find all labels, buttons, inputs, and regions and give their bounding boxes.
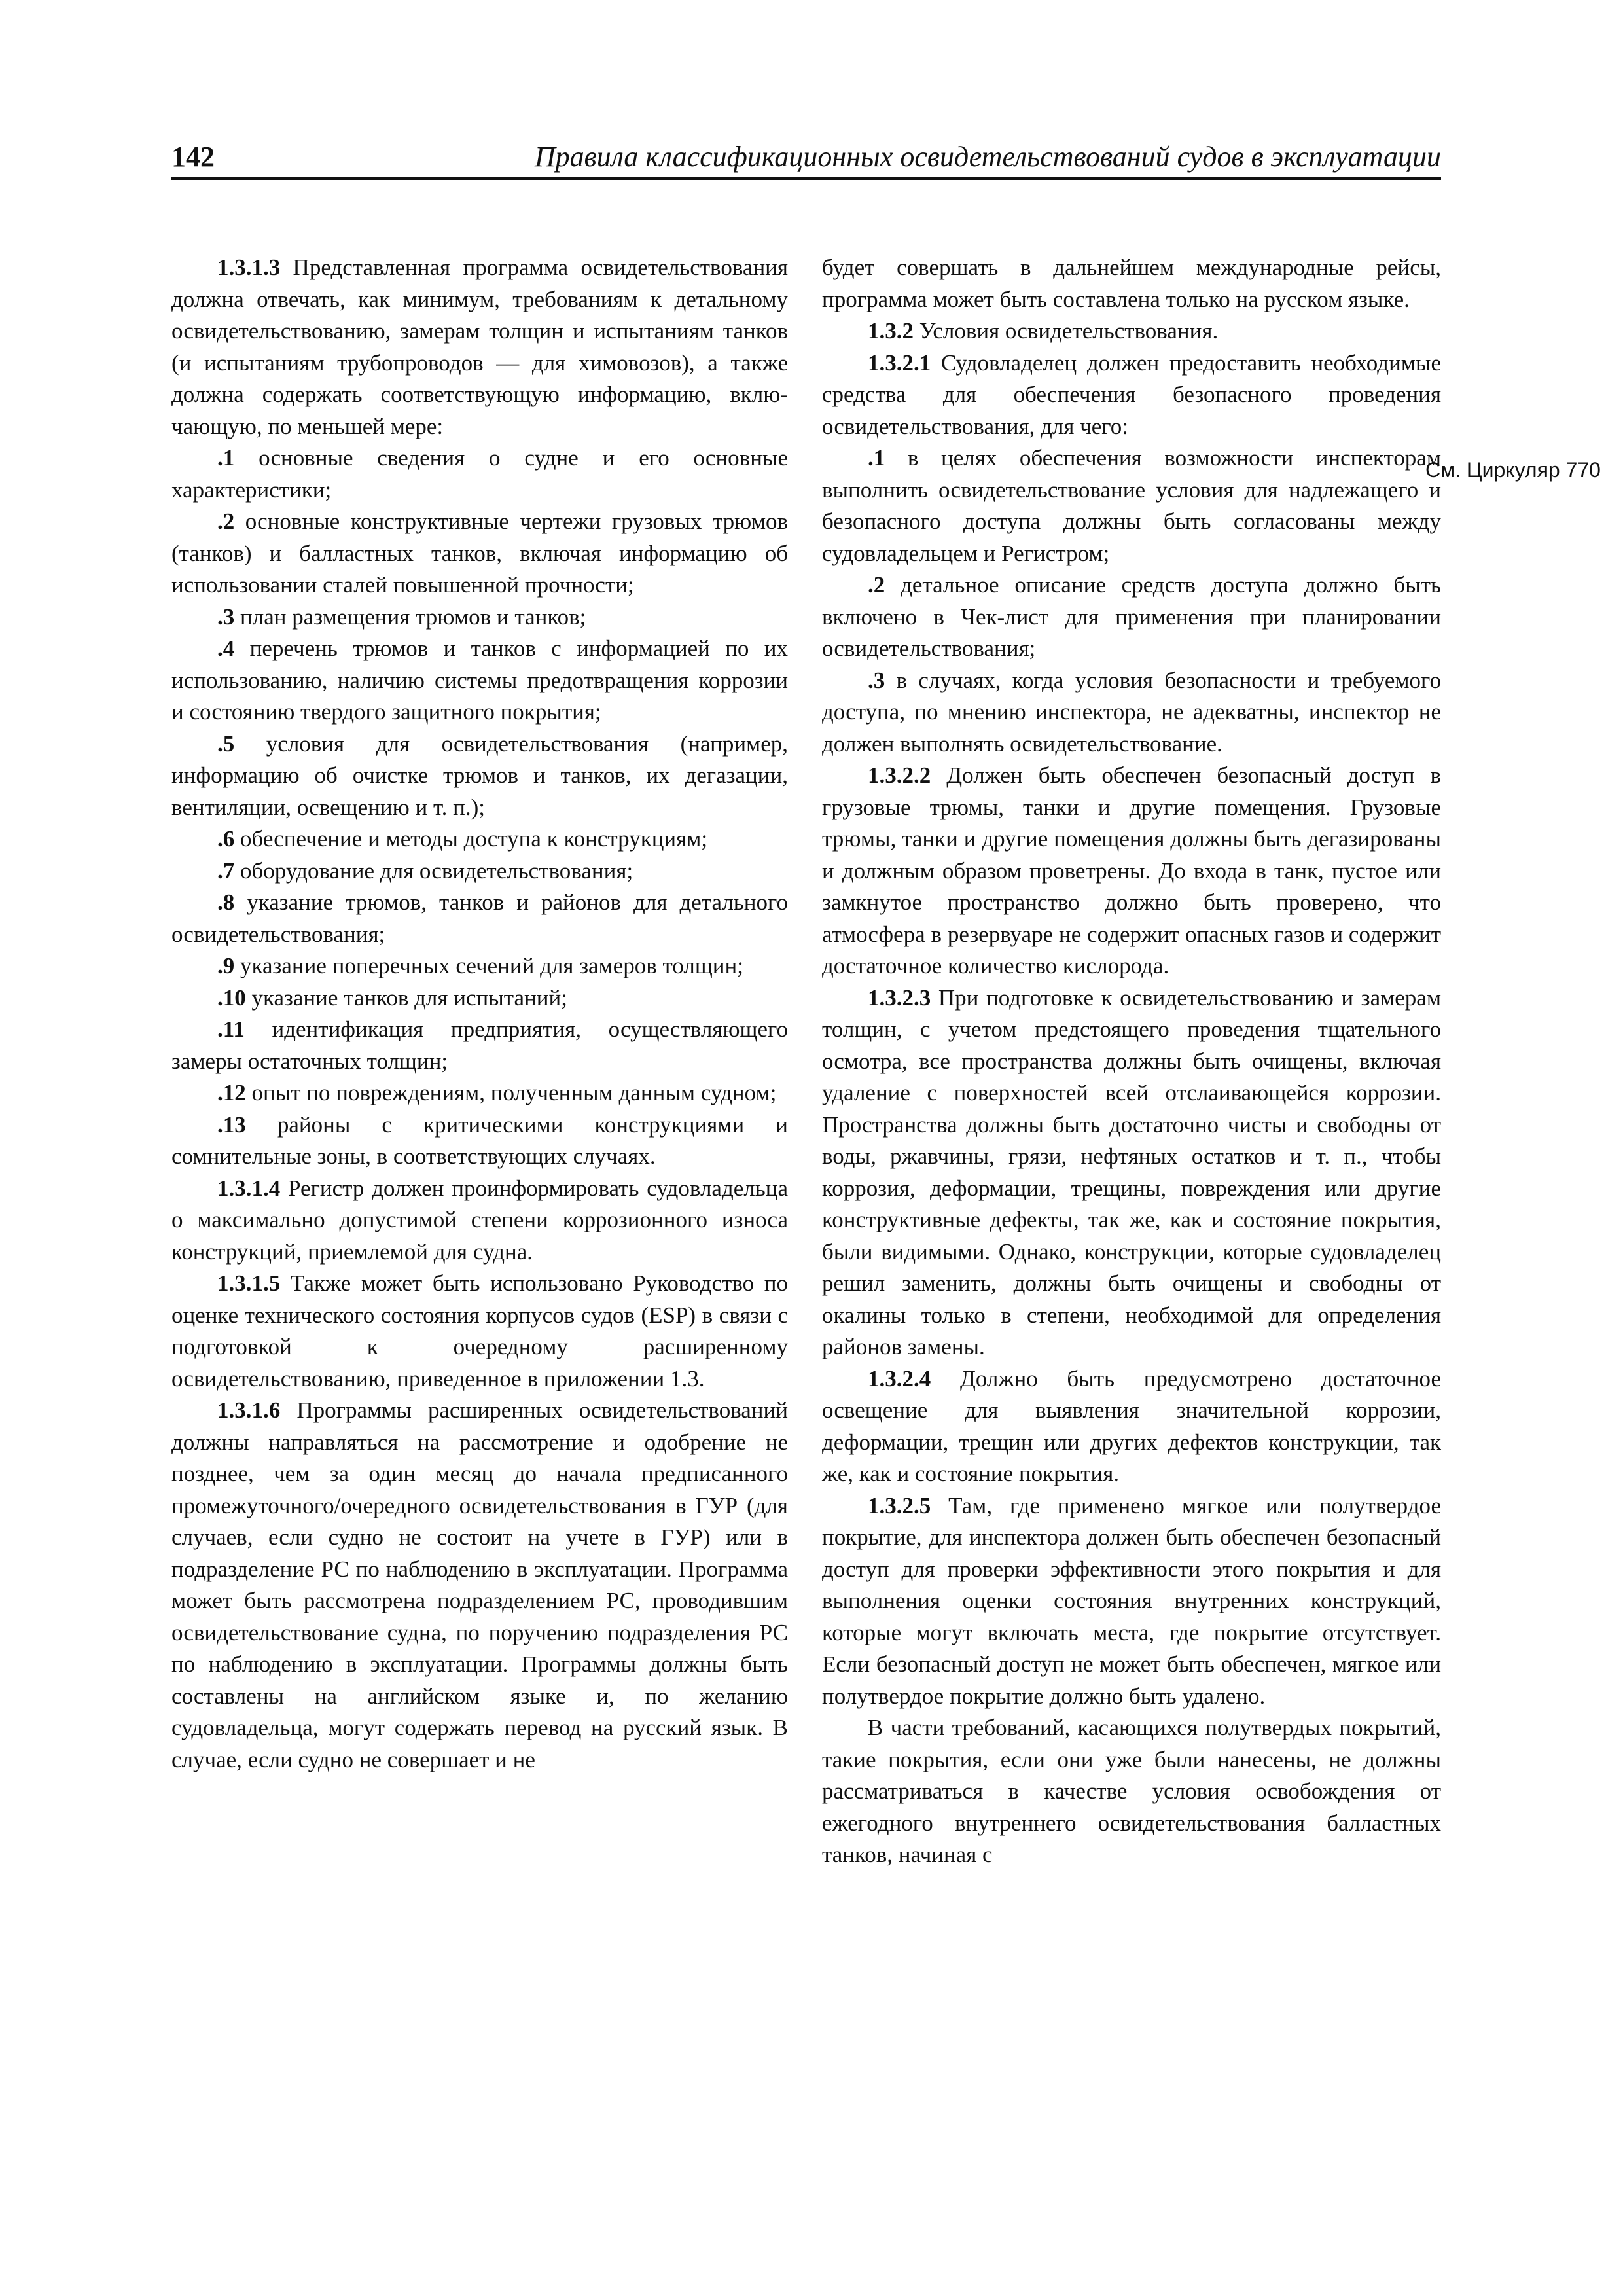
clause-number: 1.3.2.1 — [868, 350, 931, 376]
paragraph-text: основные конструктивные чертежи грузовых трюмов (танков) и балластных танков, включая информацию об использовании сталей повышенной прочности; — [171, 509, 788, 598]
clause-number: .2 — [217, 509, 235, 534]
clause-number: .3 — [868, 667, 885, 693]
clause-number: 1.3.1.3 — [217, 255, 281, 280]
paragraph-text: обеспечение и методы доступа к конструкциям; — [234, 826, 708, 852]
paragraph-text: детальное описание средств доступа должно быть включено в Чек-лист для применения при планировании освидетельствования; — [822, 572, 1441, 661]
paragraph-text: в целях обеспечения возможности инспекторам выполнить освидетельствование условия для надлежащего и безопасного доступа должны быть согласованы между судовладельцем и Регистром; — [822, 445, 1441, 566]
clause-number: 1.3.1.5 — [217, 1270, 281, 1296]
clause-number: .13 — [217, 1111, 246, 1138]
clause-number: .9 — [217, 953, 235, 978]
paragraph — [822, 665, 1441, 761]
paragraph-text: опыт по повреждениям, полученным данным судном; — [245, 1080, 777, 1105]
clause-number: 1.3.1.4 — [217, 1175, 281, 1201]
paragraph — [822, 1712, 1441, 1871]
clause-number: .1 — [217, 445, 235, 471]
clause-number: 1.3.1.6 — [217, 1397, 281, 1423]
paragraph — [171, 950, 788, 982]
page-header — [171, 137, 1441, 180]
paragraph-text: Должен быть обеспечен безопасный доступ в грузовые трюмы, танки и другие помещения. Грузовые трюмы, танки и другие помещения должны быть дегазированы и должным образом проветрены. До входа в танк, пустое или замкнутое пространство должно быть проверено, что атмосфера в резервуаре не содержит опасных газов и содержит достаточное количество кислорода. — [822, 762, 1441, 978]
running-title: Правила классификационных освидетельствований судов в эксплуатации — [534, 141, 1441, 173]
paragraph-text: Судовладелец должен предоставить необходимые средства для обеспечения безопасного проведения освидетельствования, для чего: — [822, 350, 1441, 439]
paragraph-text: план размещения трюмов и танков; — [234, 603, 586, 630]
paragraph-text: будет совершать в дальнейшем международные рейсы, программа может быть составлена только на русском языке. — [822, 255, 1441, 312]
clause-number: 1.3.2.2 — [868, 762, 931, 788]
paragraph — [171, 728, 788, 824]
clause-number: .4 — [217, 636, 235, 661]
clause-number: 1.3.2.4 — [868, 1365, 931, 1391]
paragraph — [822, 442, 1441, 569]
paragraph-text: идентификация предприятия, осуществляющего замеры остаточных толщин; — [171, 1016, 788, 1074]
paragraph-text: районы с критическими конструкциями и сомнительные зоны, в соответствующих случаях. — [171, 1111, 788, 1169]
paragraph-text: условия для освидетельствования (например, информацию об очистке трюмов и танков, их дегазации, вентиляции, освещению и т. п.); — [171, 730, 788, 820]
right-column — [822, 252, 1441, 1871]
paragraph-text: Условия освидетельствования. — [914, 318, 1219, 344]
paragraph — [171, 506, 788, 601]
paragraph — [171, 1077, 788, 1109]
paragraph-text: основные сведения о судне и его основные характеристики; — [171, 445, 788, 503]
clause-number: .3 — [217, 603, 235, 630]
paragraph-text: в случаях, когда условия безопасности и требуемого доступа, по мнению инспектора, не адекватны, инспектор не должен выполнять освидетельствование. — [822, 667, 1441, 757]
paragraph — [171, 855, 788, 888]
page-number: 142 — [171, 141, 215, 173]
paragraph-text: Также может быть использовано Руководство по оценке технического состояния корпусов судов (ESP) в связи с подготовкой к очередному расширенному освидетельствованию, приведенное в приложении 1.3. — [171, 1270, 788, 1391]
clause-number: 1.3.2.5 — [868, 1492, 931, 1518]
clause-number: .7 — [217, 857, 235, 884]
paragraph — [822, 348, 1441, 443]
paragraph — [171, 1109, 788, 1173]
clause-number: 1.3.2.3 — [868, 984, 931, 1011]
paragraph — [171, 1173, 788, 1268]
paragraph — [171, 982, 788, 1014]
clause-number: .6 — [217, 826, 235, 852]
clause-number: .2 — [868, 572, 885, 598]
clause-number: .8 — [217, 889, 235, 915]
paragraph — [171, 252, 788, 442]
paragraph — [171, 823, 788, 855]
paragraph-text: указание танков для испытаний; — [245, 984, 567, 1011]
paragraph — [822, 1363, 1441, 1490]
paragraph-text: Программы расширенных освидетельствований должны направляться на рассмотрение и одобрение не позднее, чем за один месяц до начала предписанного промежуточного/очередного освидетельствования в ГУР (для случаев, если судно не состоит на учете в ГУР) или в подразделение РС по наблюдению в эксплуатации. Программа может быть рассмотрена подразделением РС, проводившим освидетельствование судна, по поручению подразделения РС по наблюдению в эксплуатации. Программы должны быть составлены на английском языке и, по желанию судовладельца, могут содержать перевод на русский язык. В случае, если судно не совершает и не — [171, 1397, 788, 1772]
paragraph-text: При подготовке к освидетельствованию и замерам толщин, с учетом предстоящего проведения тщательного осмотра, все пространства должны быть очищены, включая удаление с поверхностей всей отслаивающейся коррозии. Пространства должны быть достаточно чисты и свободны от воды, ржавчины, грязи, нефтяных остатков и т. п., чтобы коррозия, деформации, трещины, повреждения или другие конструктивные дефекты, так же, как и состояние покрытия, были видимыми. Однако, конструкции, которые судовладелец решил заменить, должны быть очищены и свободны от окалины только в степени, необходимой для определения районов замены. — [822, 984, 1441, 1359]
paragraph-text: перечень трюмов и танков с информацией по их использованию, наличию системы предотвращения коррозии и состоянию твердого защитного покрытия; — [171, 636, 788, 725]
margin-note-circular[interactable]: См. Циркуляр 770 — [1425, 458, 1601, 482]
paragraph — [822, 252, 1441, 315]
clause-number: 1.3.2 — [868, 318, 914, 344]
left-column — [171, 252, 788, 1776]
paragraph — [822, 569, 1441, 665]
clause-number: .12 — [217, 1080, 246, 1105]
paragraph — [171, 633, 788, 728]
paragraph-text: Регистр должен проинформировать судовладельца о максимально допустимой степени коррозионного износа конструкций, приемлемой для судна. — [171, 1175, 788, 1265]
paragraph — [822, 315, 1441, 348]
paragraph — [171, 1014, 788, 1077]
paragraph-text: оборудование для освидетельствования; — [234, 857, 633, 884]
paragraph-text: указание поперечных сечений для замеров толщин; — [234, 953, 743, 978]
paragraph-text: Представленная программа освидетельствования должна отвечать, как минимум, требованиям к детальному освидетельствованию, замерам толщин и испытаниям танков (и испытаниям трубопроводов — для химовозов), а также должна содержать соответствующую информацию, включающую, по меньшей мере: — [171, 255, 788, 439]
clause-number: .1 — [868, 445, 885, 471]
clause-number: .10 — [217, 984, 246, 1011]
paragraph — [171, 1395, 788, 1776]
clause-number: .11 — [217, 1016, 245, 1042]
paragraph — [822, 1490, 1441, 1713]
paragraph — [171, 887, 788, 950]
paragraph — [171, 442, 788, 506]
paragraph-text: В части требований, касающихся полутвердых покрытий, такие покрытия, если они уже были нанесены, не должны рассматриваться в качестве условия освобождения от ежегодного внутреннего освидетельствования балластных танков, начиная с — [822, 1715, 1441, 1867]
paragraph — [822, 982, 1441, 1363]
paragraph — [822, 760, 1441, 982]
paragraph — [171, 601, 788, 634]
paragraph — [171, 1268, 788, 1395]
paragraph-text: Должно быть предусмотрено достаточное освещение для выявления значительной коррозии, деформации, трещин или других дефектов конструкции, так же, как и состояние покрытия. — [822, 1365, 1441, 1486]
clause-number: .5 — [217, 730, 235, 757]
paragraph-text: Там, где применено мягкое или полутвердое покрытие, для инспектора должен быть обеспечен безопасный доступ для проверки эффективности этого покрытия и для выполнения оценки состояния внутренних конструкций, которые могут включать места, где покрытие отсутствует. Если безопасный доступ не может быть обеспечен, мягкое или полутвердое покрытие должно быть удалено. — [822, 1492, 1441, 1709]
paragraph-text: указание трюмов, танков и районов для детального освидетельствования; — [171, 889, 788, 947]
